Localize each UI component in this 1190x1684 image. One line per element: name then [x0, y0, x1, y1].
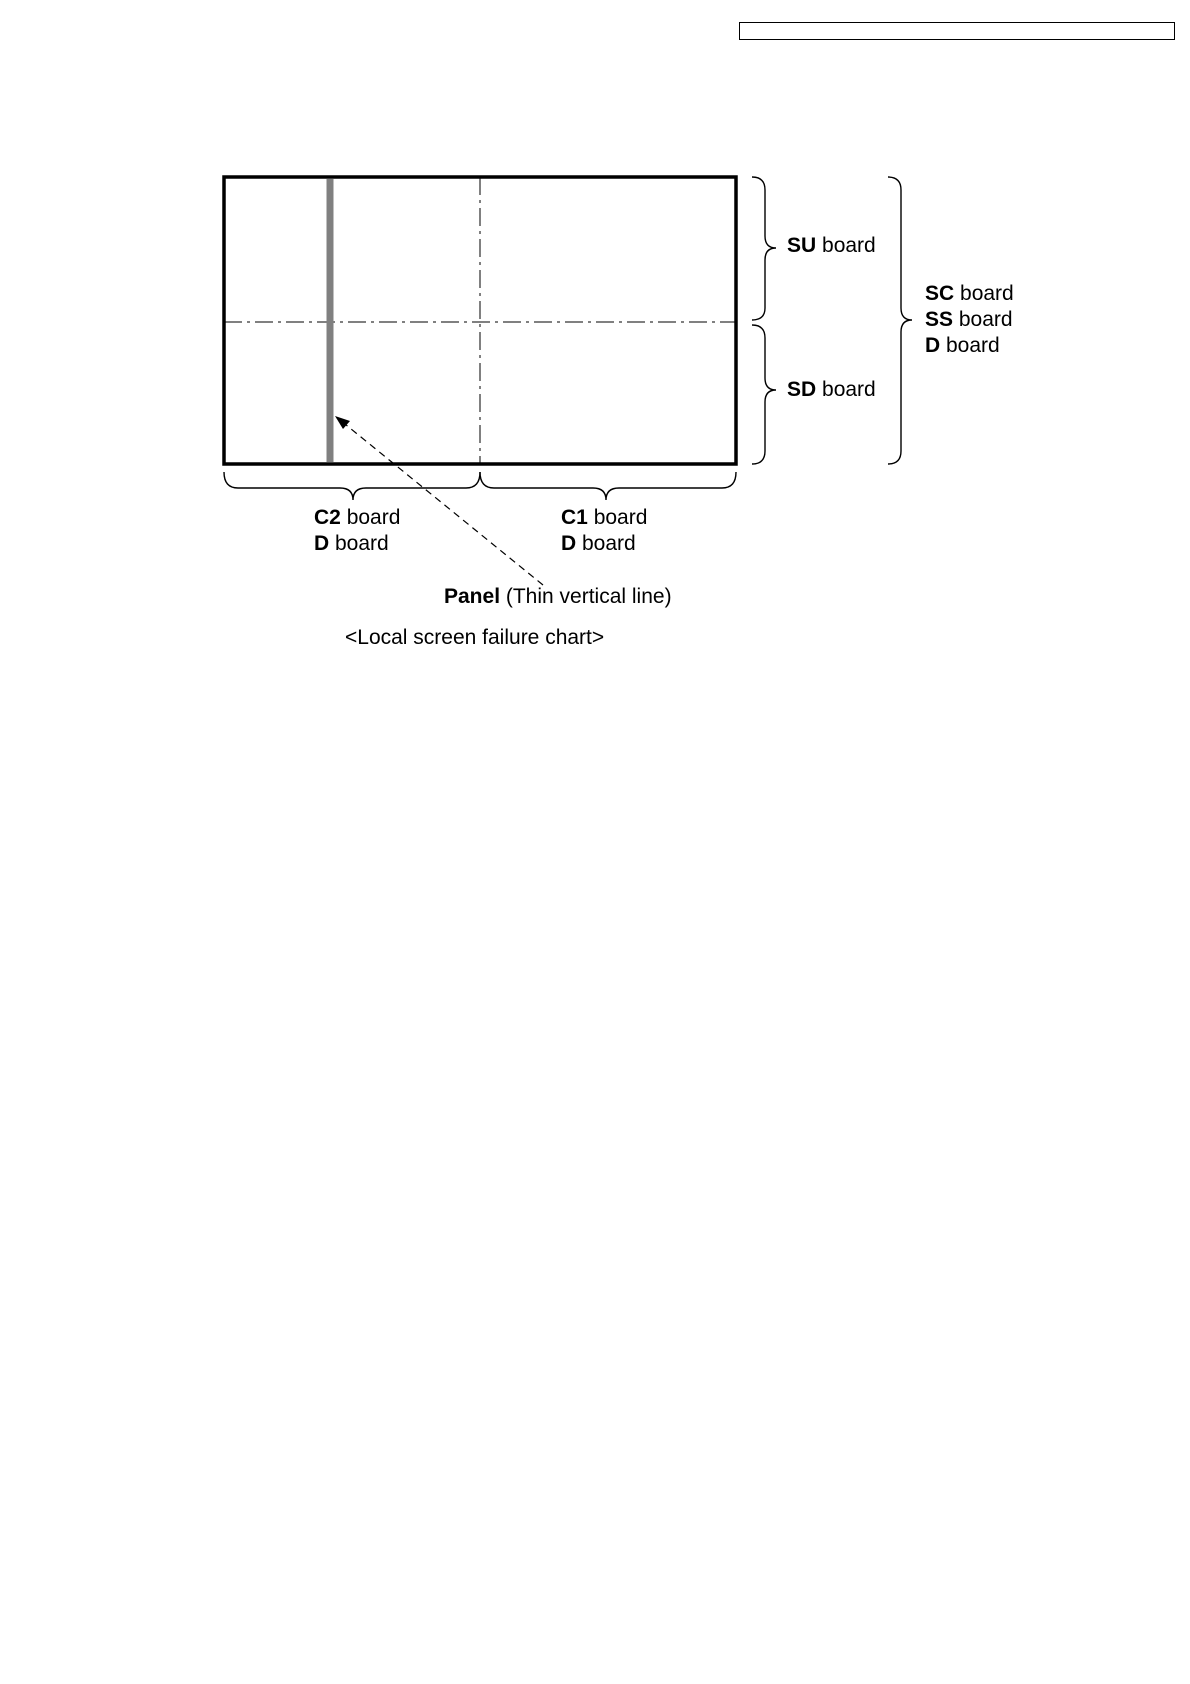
label-su-suffix: board [816, 234, 876, 257]
label-d-center-code: D [561, 532, 577, 555]
failure-pointer-line [340, 420, 543, 585]
label-d-center-suffix: board [576, 532, 636, 555]
label-c1-board [561, 505, 647, 531]
label-c2-suffix: board [340, 506, 401, 529]
label-sc-suffix: board [954, 282, 1014, 305]
label-sd-board [787, 377, 876, 403]
label-c2-code: C2 [314, 506, 341, 529]
label-su-code: SU [787, 234, 817, 257]
label-sd-code: SD [787, 378, 817, 401]
label-d-board-left [314, 531, 389, 557]
label-d-left-suffix: board [329, 532, 389, 555]
brace-full-height [888, 177, 912, 464]
label-d-right-code: D [925, 334, 941, 357]
failure-pointer-arrowhead [335, 416, 350, 429]
label-d-left-code: D [314, 532, 330, 555]
label-sc-code: SC [925, 282, 955, 305]
label-sd-suffix: board [816, 378, 876, 401]
label-panel-failure [444, 584, 672, 610]
label-d-board-right [925, 333, 1000, 359]
brace-right-half [480, 472, 736, 500]
label-su-board [787, 233, 876, 259]
brace-left-half [224, 472, 480, 500]
label-c1-suffix: board [587, 506, 648, 529]
label-d-board-center [561, 531, 636, 557]
label-ss-suffix: board [953, 308, 1013, 331]
label-panel-code: Panel [444, 585, 501, 608]
label-panel-suffix: (Thin vertical line) [500, 585, 672, 608]
label-ss-board [925, 307, 1013, 333]
label-c1-code: C1 [561, 506, 588, 529]
chart-caption: <Local screen failure chart> [345, 626, 605, 649]
brace-sd [752, 325, 776, 464]
label-sc-board [925, 281, 1014, 307]
label-c2-board [314, 505, 400, 531]
label-ss-code: SS [925, 308, 954, 331]
brace-su [752, 177, 776, 320]
label-d-right-suffix: board [940, 334, 1000, 357]
